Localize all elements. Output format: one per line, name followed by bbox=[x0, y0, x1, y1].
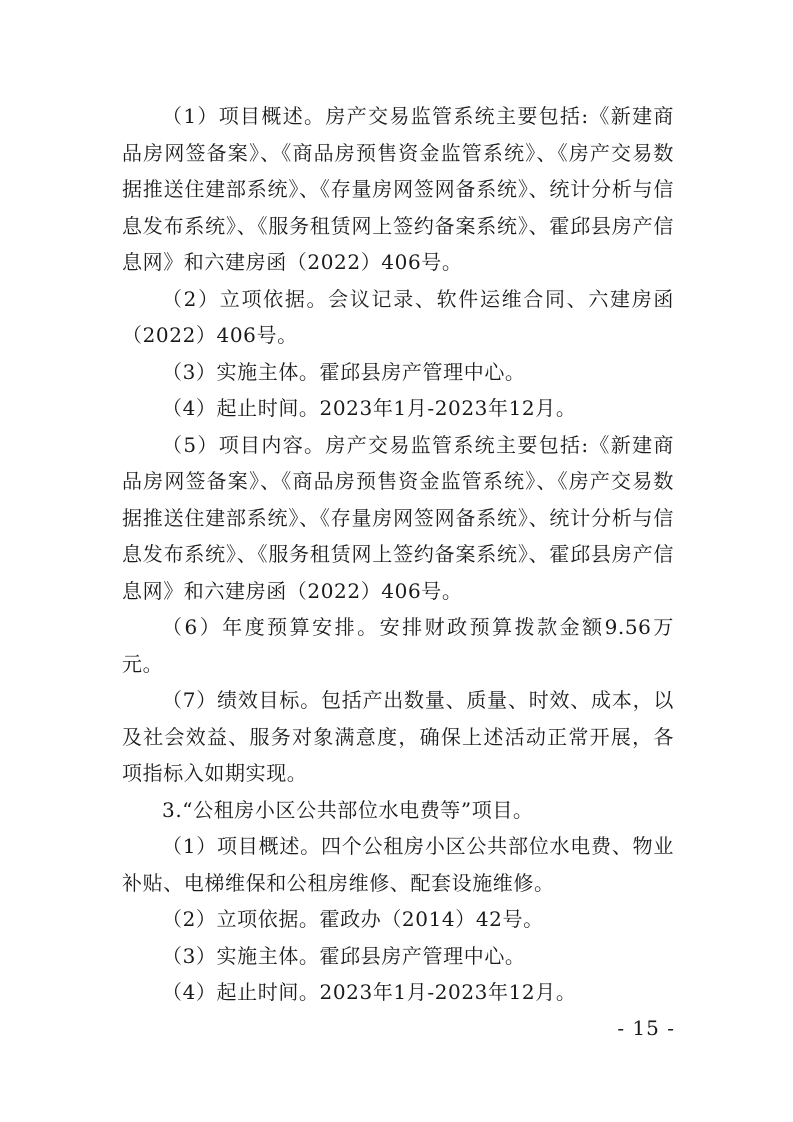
paragraph-5-content: （5）项目内容。房产交易监管系统主要包括:《新建商品房网签备案》、《商品房预售资金监管系统》、《房产交易数据推送住建部系统》、《存量房网签网备系统》、统计分析与信息发布系统》、《服务租赁网上签约备案系统》、霍邱县房产信息网》和六建房函（2022）406号。 bbox=[122, 432, 674, 603]
page-number: - 15 - bbox=[617, 1016, 675, 1040]
section-heading-3: 3.“公租房小区公共部位水电费等”项目。 bbox=[162, 797, 534, 822]
paragraph-3-4-period: （4）起止时间。2023年1月-2023年12月。 bbox=[162, 980, 577, 1004]
paragraph-3-3-implementer: （3）实施主体。霍邱县房产管理中心。 bbox=[162, 943, 526, 968]
paragraph-3-implementer: （3）实施主体。霍邱县房产管理中心。 bbox=[162, 359, 526, 384]
paragraph-4-period: （4）起止时间。2023年1月-2023年12月。 bbox=[162, 396, 577, 420]
paragraph-6-budget: （6）年度预算安排。安排财政预算拨款金额9.56万元。 bbox=[122, 615, 674, 676]
document-body bbox=[122, 98, 674, 1011]
paragraph-1-overview: （1）项目概述。房产交易监管系统主要包括:《新建商品房网签备案》、《商品房预售资金监管系统》、《房产交易数据推送住建部系统》、《存量房网签网备系统》、统计分析与信息发布系统》、《服务租赁网上签约备案系统》、霍邱县房产信息网》和六建房函（2022）406号。 bbox=[122, 104, 674, 274]
paragraph-7-goals: （7）绩效目标。包括产出数量、质量、时效、成本，以及社会效益、服务对象满意度，确保上述活动正常开展，各项指标入如期实现。 bbox=[122, 688, 674, 785]
paragraph-3-2-basis: （2）立项依据。霍政办（2014）42号。 bbox=[162, 907, 544, 931]
paragraph-3-1-overview: （1）项目概述。四个公租房小区公共部位水电费、物业补贴、电梯维保和公租房维修、配套设施维修。 bbox=[122, 834, 674, 895]
paragraph-2-basis: （2）立项依据。会议记录、软件运维合同、六建房函（2022）406号。 bbox=[122, 286, 674, 347]
